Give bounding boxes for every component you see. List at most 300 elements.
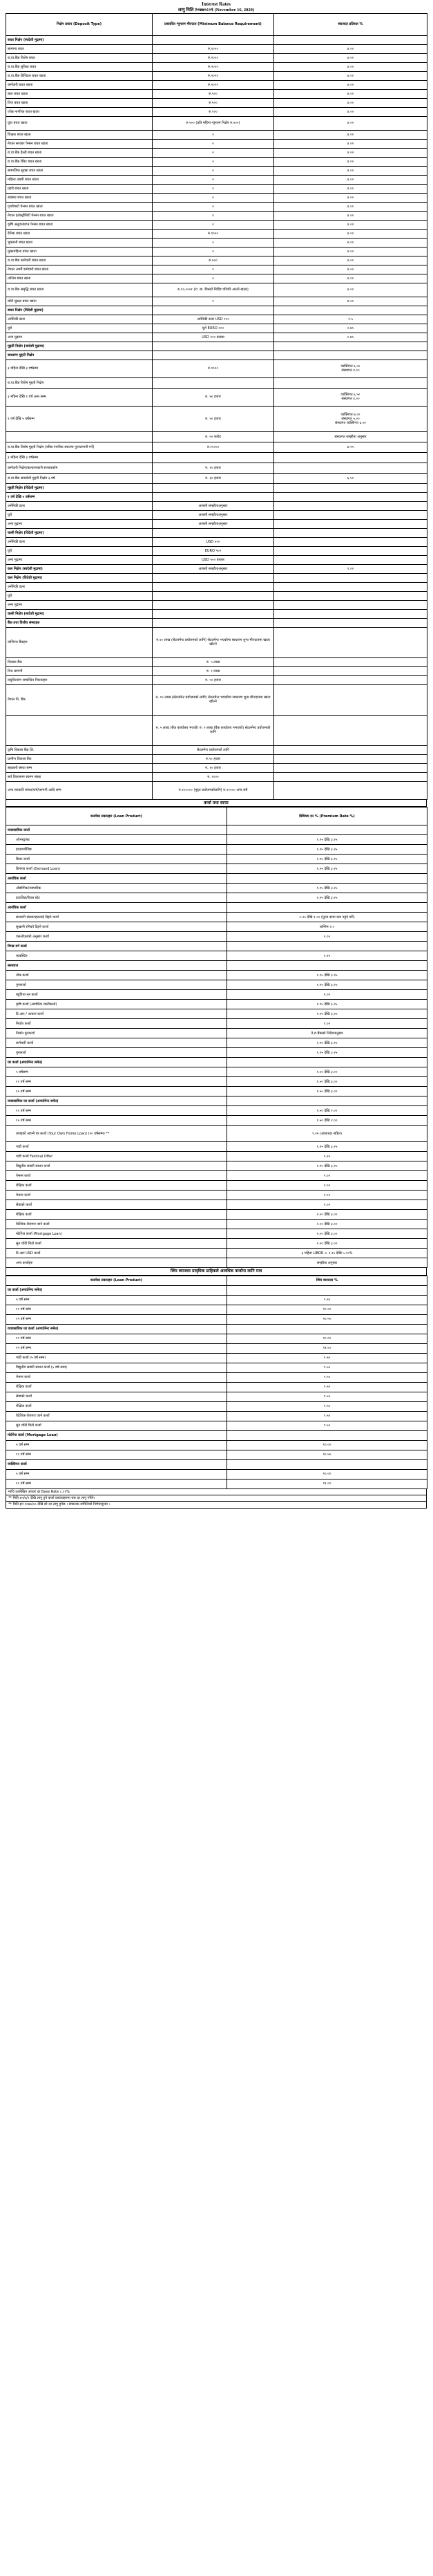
table-row [6,80,427,89]
rate-cell: १०.५० [227,1450,427,1459]
table-row [6,35,427,44]
rate-cell [227,825,427,835]
rate-line: ६.५० [347,476,354,480]
rate-line: संस्थागत ४.०० [341,368,360,373]
table-row [6,763,427,772]
rate-cell: १०.५० [227,1314,427,1324]
table-row [6,473,427,483]
interest-rate-cell: ४.०० [274,193,427,202]
deposit-type-cell: रा.वा.बैंक विशेष मुद्दती निक्षेप (वरिष्ठ नागरिक बचतमा पुनरलगानी गर्ने) [6,442,153,452]
minimum-balance-cell: यूरो EURO २०० [153,324,274,333]
loan-product-cell: ५ वर्ष सम्म [6,1440,227,1450]
interest-rate-cell [274,754,427,763]
rate-cell: १.२५ [227,1152,427,1161]
rate-cell: २.०० [227,1181,427,1191]
table-row [6,1058,427,1067]
deposit-type-cell: अन्य मुद्रामा [6,555,153,564]
table-row [6,1220,427,1229]
minimum-balance-cell: USD २०० बराबर [153,333,274,342]
minimum-balance-cell: आपसी सम्झौताअनुसार [153,510,274,519]
loan-product-cell: शैक्षिक कर्जा [6,1181,227,1191]
minimum-balance-cell: रु.२००० [153,53,274,62]
loan-product-cell: १५ वर्ष सम्म [6,1087,227,1096]
interest-rate-cell [274,377,427,388]
table-row [6,675,427,684]
interest-rate-cell [274,745,427,754]
deposit-type-cell: ज्येष्ठ नागरिक बचत खाता [6,107,153,116]
rate-cell [227,1324,427,1334]
table-row [6,537,427,546]
minimum-balance-cell: रु. १० हजार [153,463,274,473]
minimum-balance-cell: रु.१००००० (मुद्दत प्रयोजनकोलागि) रु.२०००० अन्य सबै [153,781,274,799]
minimum-balance-cell: ० [153,139,274,148]
loan-product-cell: पेन्सन कर्जा [6,1372,227,1382]
minimum-balance-cell [153,591,274,600]
rate-cell: १.२५ देखि ३.२५ [227,884,427,893]
interest-rate-cell: ४.०० [274,184,427,193]
table-row [6,657,427,666]
loan-product-cell: सेवाको कर्जा [6,1200,227,1210]
interest-rate-cell [274,618,427,627]
rate-cell: १०.०० [227,1305,427,1314]
table-row [6,1210,427,1220]
interest-rate-cell [274,573,427,582]
table-row [6,1363,427,1372]
table-row [6,1343,427,1353]
loan-product-cell: शैक्षिक कर्जा [6,1401,227,1411]
table-row [6,942,427,951]
minimum-balance-cell: रु.५०० (प्रति महिना न्यूनतम निक्षेप रु.५००) [153,116,274,130]
minimum-balance-cell [153,351,274,360]
table-row [6,193,427,202]
table-row [6,951,427,961]
rate-cell: १.२५ [227,951,427,961]
table-row [6,501,427,510]
rate-cell: १०.०० [227,1334,427,1343]
table-row [6,1239,427,1249]
deposit-type-cell: नेपाल इलेक्ट्रीसिटी पेन्सन बचत खाता [6,211,153,220]
table-row [6,247,427,256]
minimum-balance-cell [153,492,274,501]
minimum-balance-cell: ० [153,175,274,184]
table-row [6,388,427,406]
loan-product-cell: १० वर्ष सम्म [6,1450,227,1459]
table-row [6,884,427,893]
table-row [6,555,427,564]
interest-rate-cell [274,715,427,745]
table-row [6,932,427,942]
table-row [6,175,427,184]
minimum-balance-cell: ० [153,211,274,220]
table-row [6,1392,427,1401]
section-heading: विपन्न वर्ग कर्जा [6,942,227,951]
interest-rate-cell [274,473,427,483]
interest-rate-cell: ४.०० [274,220,427,229]
loan-product-cell: १० वर्ष सम्म [6,1334,227,1343]
deposit-type-cell: अन्य मुद्रामा [6,333,153,342]
table-row [6,71,427,80]
table-row [6,1450,427,1459]
table-row [6,157,427,166]
table-row [6,265,427,274]
table-row [6,342,427,351]
effective-date: लागु मिति २०७७०८०१ (November 16, 2020) [177,7,255,12]
deposit-type-cell: रा.वा.बैंक विशेष बचत [6,53,153,62]
table-row [6,89,427,98]
loan-product-cell: १० वर्ष सम्म [6,1106,227,1116]
minimum-balance-cell: ० [153,265,274,274]
table-row [6,184,427,193]
minimum-balance-cell [153,483,274,492]
minimum-balance-cell: ० [153,220,274,229]
deposit-type-cell: छोरी सुरक्षा बचत खाता [6,297,153,306]
minimum-balance-cell [153,35,274,44]
minimum-balance-cell [153,582,274,591]
table-row [6,62,427,71]
minimum-balance-cell: USD ५०० [153,537,274,546]
minimum-balance-cell: ० [153,148,274,157]
interest-rate-cell [274,442,427,452]
table-row [6,431,427,442]
deposit-type-cell: यूरो [6,546,153,555]
rate-cell: ९.५० [227,1353,427,1363]
rate-line: संस्थागत ४.०० [341,397,360,402]
deposit-type-cell: वित्त कम्पनी [6,666,153,675]
footnote: ** मिति इन २०७७/०८ देखि सो दर लागु हुनेछ । संचालक समितिको निर्णयानुसार । [6,1502,427,1508]
minimum-balance-cell [153,306,274,315]
rate-cell [227,1459,427,1469]
loan-product-cell: डिलर कर्जा [6,855,227,864]
deposit-type-cell: अमेरिकी डलर [6,582,153,591]
rate-cell [227,874,427,884]
interest-rate-cell [274,675,427,684]
rate-line: ७.२५ [347,445,354,449]
deposit-type-cell: अन्य सरकारि संस्था/फर्म/कम्पनी आदि सम्म [6,781,153,799]
interest-rate-document [6,1,427,1509]
rate-cell: २.०० देखि ३.०० [227,1210,427,1220]
table-row [6,107,427,116]
rate-cell: ६ महिना LIBOR + २.२५ देखि ५.५०% [227,1249,427,1258]
rate-cell: १०.०० [227,1469,427,1479]
table-row [6,1411,427,1421]
loan-product-cell: निर्यात कर्जा [6,1019,227,1029]
table-row [6,1019,427,1029]
section-heading: चल्ती निक्षेप (विदेशी मुद्रामा) [6,528,153,537]
interest-rate-cell: ४.०० [274,202,427,211]
table-row [6,324,427,333]
table-row [6,53,427,62]
table-row [6,148,427,157]
rate-cell: १.२५ देखि ३.२५ [227,971,427,980]
minimum-balance-cell: रु. १००० [153,772,274,781]
table-row [6,1161,427,1171]
minimum-balance-cell: आपसी सम्झौताअनुसार [153,501,274,510]
rate-cell: १.०० [227,1019,427,1029]
table-row [6,98,427,107]
interest-rate-cell [274,452,427,463]
interest-rate-cell: ४.०० [274,107,427,116]
table-row [6,1430,427,1440]
table-row [6,1142,427,1152]
loan-product-cell: ५ वर्षसम्म [6,1067,227,1077]
rate-cell: कम्तिम २.० [227,922,427,932]
interest-rate-cell [274,582,427,591]
interest-rate-cell [274,501,427,510]
rate-cell: ९.५० [227,1295,427,1305]
table-row [6,990,427,1000]
table-row [6,483,427,492]
table-row [6,835,427,845]
table-row [6,971,427,980]
table-row [6,1171,427,1181]
minimum-balance-cell [153,609,274,618]
deposit-type-cell: कृषि अनुदानप्राप्त पेन्सन बचत खाता [6,220,153,229]
interest-rate-cell: ४.०० [274,274,427,283]
minimum-balance-cell: ० [153,184,274,193]
interest-rate-cell: ४.०० [274,175,427,184]
deposit-rate-table [6,13,427,800]
minimum-balance-cell: ० [153,297,274,306]
table-row [6,492,427,501]
deposit-type-cell: सहकारी संस्था सम्म [6,763,153,772]
section-heading: सरस्वाज [6,961,227,971]
table-row [6,406,427,431]
table-row [6,166,427,175]
minimum-balance-cell: रु.१००० [153,80,274,89]
minimum-balance-cell: रु.१०० [153,107,274,116]
table-row [6,351,427,360]
table-row [6,961,427,971]
rate-cell: १.२५ देखि ३.२५ [227,855,427,864]
section-heading: बैंक तथा वित्तीय संस्थाहरु [6,618,153,627]
rate-cell: सम्झौता अनुसार [227,1258,427,1268]
section-heading: बचत निक्षेप (स्वदेशी मुद्रामा) [6,35,153,44]
table-row [6,1200,427,1210]
loan-product-cell: सुन चाँदी धितो कर्जा [6,1239,227,1249]
interest-rate-cell [274,483,427,492]
interest-rate-cell: ४.०० [274,62,427,71]
minimum-balance-cell: ० [153,193,274,202]
deposit-type-cell: शिक्षक बचत खाता [6,130,153,139]
rate-cell: १.२५ देखि ३.२५ [227,864,427,874]
table-row [6,256,427,265]
rate-cell: १.५० देखि २.०० [227,1106,427,1116]
deposit-type-cell: नेपाल आर्मी कर्मचारी बचत खाता [6,265,153,274]
rate-cell: १.२५ देखि ३.२५ [227,1142,427,1152]
minimum-balance-cell: रु.१००० [153,229,274,238]
loan-product-cell: टि.आर USD कर्जा [6,1249,227,1258]
interest-rate-cell [274,537,427,546]
table-row [6,1459,427,1469]
table-row [6,1191,427,1200]
table-row [6,666,427,675]
section-heading: कल निक्षेप (विदेशी मुद्रामा) [6,573,153,582]
table-row [6,229,427,238]
loan-product-cell: कृषि कर्जा (आवधिक चालीकलो) [6,1000,227,1009]
table-row [6,1087,427,1096]
table-row [6,377,427,388]
minimum-balance-cell: रु. ५० करोड [153,431,274,442]
table-row [6,1229,427,1239]
loan-product-cell: १० वर्ष सम्म [6,1479,227,1488]
loan-product-cell: सुखानी रमिको दिइने कर्जा [6,922,227,932]
table-row [6,1258,427,1268]
table-row [6,903,427,913]
interest-rate-cell: ०.७५ [274,324,427,333]
section-heading: कल निक्षेप (स्वदेशी मुद्रामा) [6,564,153,573]
deposit-type-cell: मुक्तमहिला बचत खाता [6,247,153,256]
minimum-balance-cell: ० [153,202,274,211]
table-row [6,1009,427,1019]
deposit-type-cell: रा.वा.बैंक समृद्धि बचत खाता [6,283,153,297]
loan-product-cell: सुन चाँदी धितो कर्जा [6,1421,227,1430]
interest-rate-cell [274,492,427,501]
deposit-type-cell: यूरो [6,510,153,519]
table-row [6,1324,427,1334]
loan-product-cell: १५ वर्ष सम्म [6,1116,227,1126]
rate-cell [227,1058,427,1067]
rate-cell: २.०० [227,990,427,1000]
minimum-balance-cell [153,573,274,582]
table-row [6,442,427,452]
deposit-type-cell: अन्य मुद्रामा [6,600,153,609]
table-row [6,238,427,247]
table-row [6,781,427,799]
deposit-type-cell: युवा बचत खाता [6,116,153,130]
table-row [6,913,427,922]
rate-line: व्यक्तिगत ६.५० [340,393,360,398]
interest-rate-cell: ४.०० [274,139,427,148]
table-row [6,855,427,864]
section-heading: बचत निक्षेप (विदेशी मुद्रामा) [6,306,153,315]
interest-rate-cell: ४.०० [274,297,427,306]
rate-cell: ११.०० [227,1343,427,1353]
table-row [6,600,427,609]
deposit-type-cell: रा.वा.बैंक रेमिट बचत खाता [6,157,153,166]
interest-rate-cell [274,763,427,772]
rate-cell: ०.२५ देखि १.०० (मुल्य दरमा कम नहुने गरी) [227,913,427,922]
table-row [6,1000,427,1009]
rate-cell: १.२५ देखि ३.२५ [227,835,427,845]
footnotes [6,1489,427,1509]
rate-cell: ९.५० [227,1411,427,1421]
loan-product-cell: विद्युतीय सवारी साधन कर्जा [6,1161,227,1171]
table-row [6,564,427,573]
section-heading: मुद्दती निक्षेप (स्वदेशी मुद्रामा) [6,342,153,351]
loan-product-cell: ओभरड्राफ्ट [6,835,227,845]
deposit-type-cell: यूरो [6,324,153,333]
minimum-balance-cell [153,618,274,627]
interest-rate-cell: ४.०० [274,283,427,297]
table-row [6,528,427,537]
rate-line: संस्थागत सम्झौता अनुसार [334,434,367,439]
rate-cell: १.२५ देखि ३.२५ [227,980,427,990]
rate-cell: ९.५० [227,1382,427,1392]
interest-rate-cell [274,657,427,666]
table-row [6,1096,427,1106]
loan-product-cell: डिमाण्ड कर्जा (Demand Loan) [6,864,227,874]
loan-product-cell: शैक्षिक कर्जा [6,1210,227,1220]
rate-cell: २.०० [227,1200,427,1210]
deposit-type-cell: १ वर्ष देखि ५ वर्षसम्म [6,406,153,431]
interest-rate-cell [274,463,427,473]
table-row [6,315,427,324]
table-row [6,772,427,781]
table-row [6,1077,427,1087]
minimum-balance-cell: आपसी सम्झौताअनुसार [153,564,274,573]
minimum-balance-cell [153,528,274,537]
rate-cell: ९.५० [227,1401,427,1411]
loan-product-cell: १५ वर्ष सम्म [6,1314,227,1324]
table-row [6,1305,427,1314]
table-row [6,1152,427,1161]
table-row [6,1181,427,1191]
minimum-balance-cell: ० [153,130,274,139]
rate-cell: २.०० देखि ३.०० [227,1220,427,1229]
deposit-type-cell [6,715,153,745]
rate-cell: २.०० [227,1171,427,1181]
interest-rate-cell: ४.०० [274,238,427,247]
rate-cell: २.०० देखि ३.०० [227,1229,427,1239]
deposit-type-cell: लघुवित्तसंग सम्बन्धित निकायहरु [6,675,153,684]
rate-cell: २.०० देखि ३.०० [227,1239,427,1249]
column-header-interest-rate: ब्याजदर प्रतिशत % [274,13,427,35]
loan-product-cell: हाउजिङ/रियल स्टेट [6,893,227,903]
minimum-balance-cell: ० [153,166,274,175]
deposit-type-cell: अमेरिकी डलर [6,537,153,546]
section-heading: घर कर्जा (अपार्टमेन्ट समेत) [6,1285,227,1295]
loan-product-cell: कर्मचारी कर्जा [6,1038,227,1048]
fixed-rate-table [6,1276,427,1489]
minimum-balance-cell: रु. ५ लाख (बैंक कार्यालय भएको) रु. २ लाख (बैंक कार्यालय नभएको) सेटलमेन्ट प्रयोजनको लागि [153,715,274,745]
table-row [6,1067,427,1077]
interest-rate-cell [274,591,427,600]
table-row [6,44,427,53]
table-row [6,684,427,715]
deposit-type-cell: रा.वा.बैंक कर्मचारी बचत खाता [6,256,153,265]
deposit-type-cell: नेपाल सरकार पेन्सन बचत खाता [6,139,153,148]
interest-rate-cell: ४.०० [274,71,427,80]
interest-rate-cell: ४.०० [274,211,427,220]
deposit-type-cell: अमेरिकी डलर [6,501,153,510]
rate-cell: ११.०० [227,1479,427,1488]
loan-product-cell: ५ वर्ष सम्म [6,1469,227,1479]
minimum-balance-cell: आपसी सम्झौताअनुसार [153,519,274,528]
deposit-type-cell: कृषि विकास बैंक लि. [6,745,153,754]
deposit-type-cell: रा.वा.बैंक समावेशी मुद्दती निक्षेप ३ वर्ष [6,473,153,483]
table-row [6,1029,427,1038]
interest-rate-cell [274,510,427,519]
section-heading: मोर्टगेज कर्जा (Mortgage Loan) [6,1430,227,1440]
minimum-balance-cell [153,377,274,388]
deposit-type-cell: रा.वा.बैंक सुविधा बचत [6,62,153,71]
table-row [6,573,427,582]
table-row [6,1038,427,1048]
column-header-loan-product: कर्जाका प्रकारहरु (Loan Product) [6,808,227,825]
rate-cell: १.२५ देखि ३.२५ [227,1161,427,1171]
minimum-balance-cell: रु. १० हजार [153,763,274,772]
interest-rate-cell [274,360,427,377]
interest-rate-cell [274,351,427,360]
column-header-fixed-rate: स्थिर ब्याजदर % [227,1276,427,1285]
table-row [6,360,427,377]
table-row [6,922,427,932]
table-row [6,1314,427,1324]
loan-product-cell: पुनकर्जा [6,980,227,990]
loan-premium-table [6,807,427,1268]
section-heading: चल्ती निक्षेप (स्वदेशी मुद्रामा) [6,609,153,618]
minimum-balance-cell: रु. ५० हजार [153,388,274,406]
